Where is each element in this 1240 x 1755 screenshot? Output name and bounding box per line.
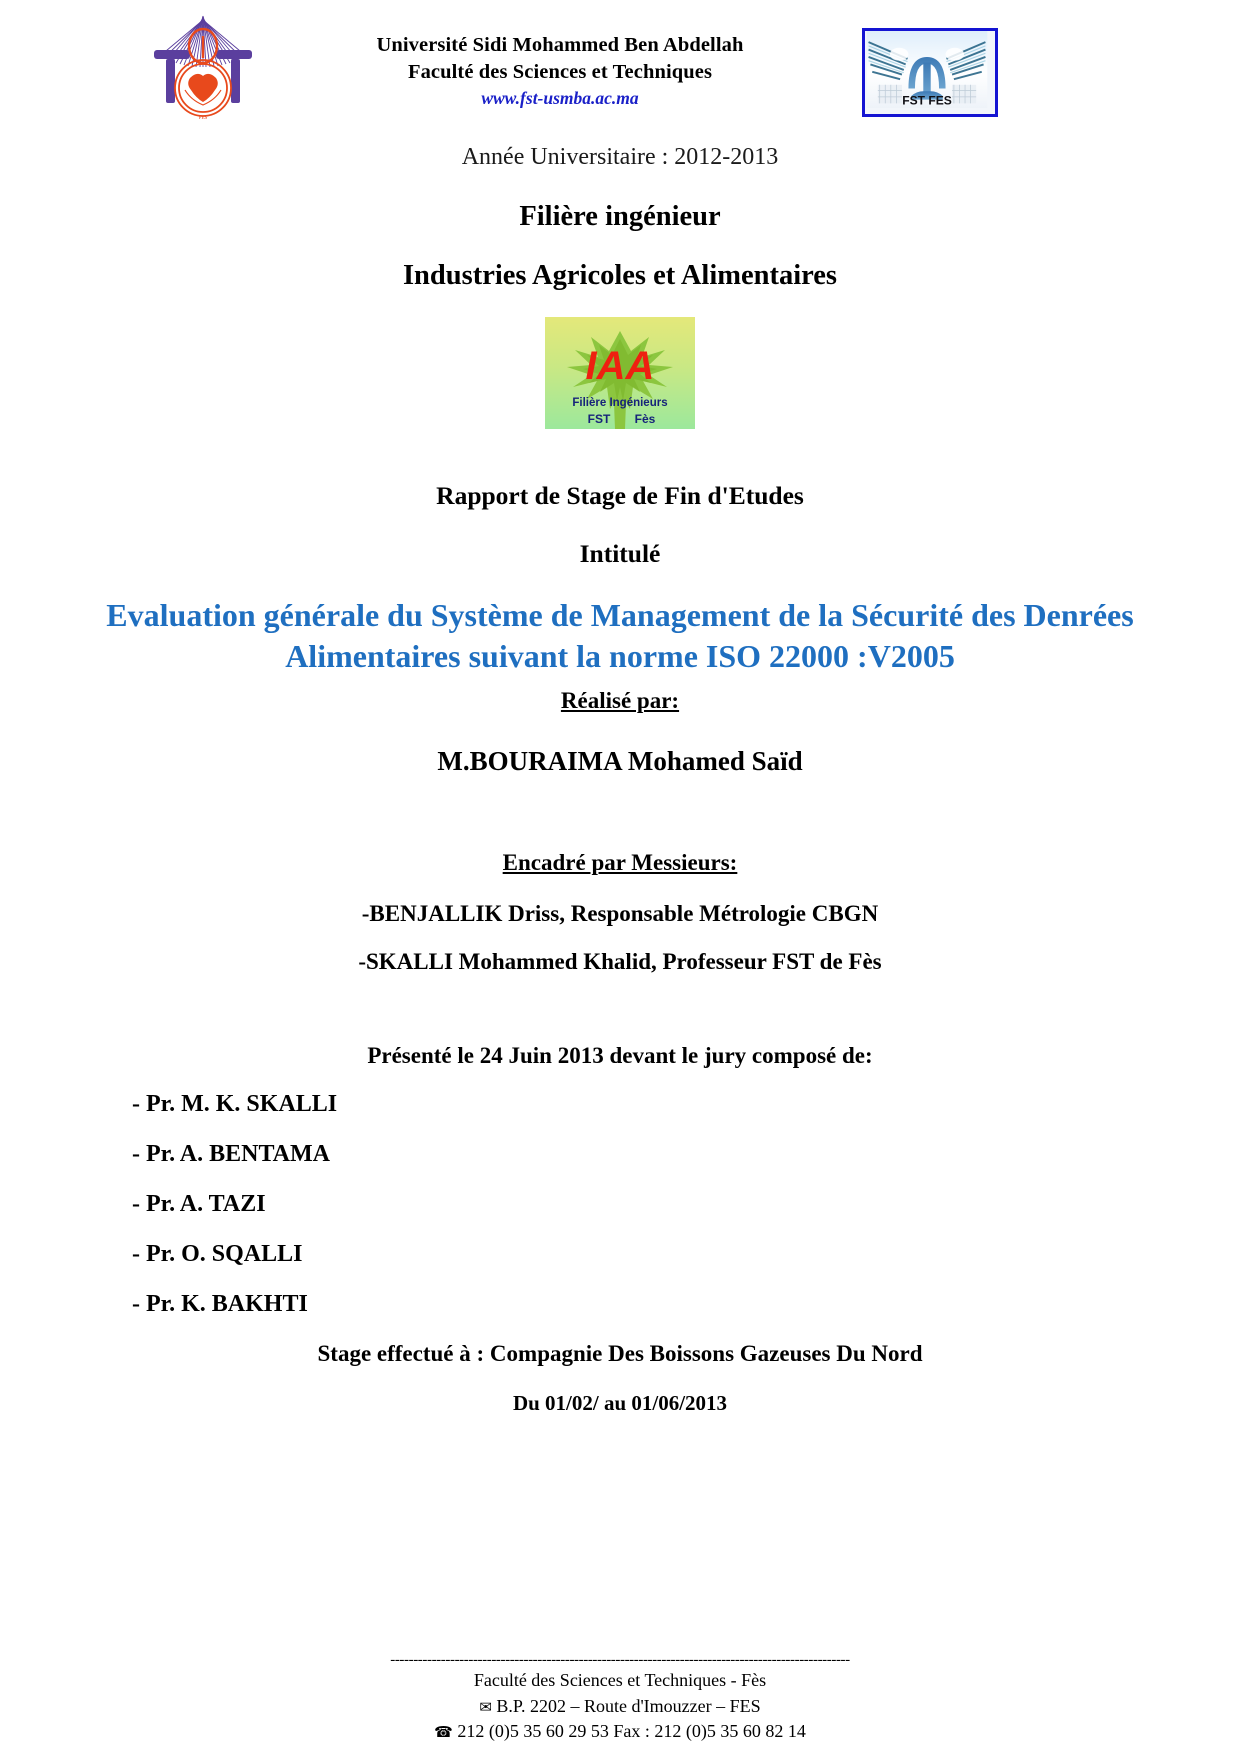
page-footer (0, 1652, 1240, 1745)
jury-member: - Pr. A. BENTAMA (132, 1140, 330, 1167)
fst-fes-logo (862, 28, 998, 117)
iaa-logo (545, 317, 695, 429)
jury-list (0, 1091, 1240, 1318)
iaa-logo-footer-left: FST (587, 412, 611, 426)
jury-member: - Pr. M. K. SKALLI (132, 1090, 338, 1117)
faculty-name: Faculté des Sciences et Techniques (407, 61, 713, 84)
telephone-icon: ☎ (434, 1723, 453, 1742)
report-type: Rapport de Stage de Fin d'Etudes (436, 481, 804, 510)
jury-member: - Pr. O. SQALLI (132, 1240, 303, 1267)
footer-phone-row (0, 1719, 1240, 1745)
supervisor-item: -SKALLI Mohammed Khalid, Professeur FST de Fès (358, 948, 882, 974)
iaa-logo-container (0, 317, 1240, 429)
footer-institution: Faculté des Sciences et Techniques - Fès (473, 1670, 767, 1691)
footer-phone: 212 (0)5 35 60 29 53 Fax : 212 (0)5 35 60 82 14 (457, 1721, 806, 1742)
fst-fes-logo-label: FST FES (902, 93, 952, 108)
supervisor-item: -BENJALLIK Driss, Responsable Métrologie CBGN (361, 900, 879, 926)
defense-date-line: Présenté le 24 Juin 2013 devant le jury composé de: (367, 1042, 873, 1068)
intitule-label: Intitulé (579, 539, 661, 568)
program-line-2: Industries Agricoles et Alimentaires (402, 260, 838, 291)
supervisors-label: Encadré par Messieurs: (502, 849, 738, 875)
university-name: Université Sidi Mohammed Ben Abdellah (376, 34, 744, 56)
jury-member: - Pr. A. TAZI (132, 1190, 266, 1217)
author-label: Réalisé par: (560, 687, 680, 713)
university-website: www.fst-usmba.ac.ma (481, 88, 639, 109)
footer-separator: ---------------------------------------------------------------------------------------------------- (390, 1651, 850, 1668)
page-header (0, 0, 1240, 130)
program-line-1: Filière ingénieur (519, 201, 721, 232)
author-name: M.BOURAIMA Mohamed Saïd (437, 745, 803, 776)
university-seal-logo (142, 6, 264, 124)
iaa-logo-subtitle: Filière Ingénieurs (572, 397, 668, 409)
internship-location: Stage effectué à : Compagnie Des Boissons Gazeuses Du Nord (317, 1340, 923, 1366)
footer-address-row (0, 1694, 1240, 1720)
academic-year: Année Universitaire : 2012-2013 (461, 144, 779, 170)
iaa-logo-footer-right: Fès (634, 412, 656, 426)
jury-member: - Pr. K. BAKHTI (132, 1290, 308, 1317)
svg-text:FES: FES (198, 116, 208, 121)
footer-address: B.P. 2202 – Route d'Imouzzer – FES (496, 1695, 761, 1716)
university-header-text (300, 32, 820, 110)
envelope-icon: ✉ (479, 1697, 492, 1716)
iaa-logo-acronym: IAA (585, 344, 655, 388)
internship-period: Du 01/02/ au 01/06/2013 (512, 1390, 728, 1415)
page-title: Evaluation générale du Système de Management de la Sécurité des Denrées Alimentaires suivant la norme ISO 22000 :V2005 (106, 597, 1134, 674)
